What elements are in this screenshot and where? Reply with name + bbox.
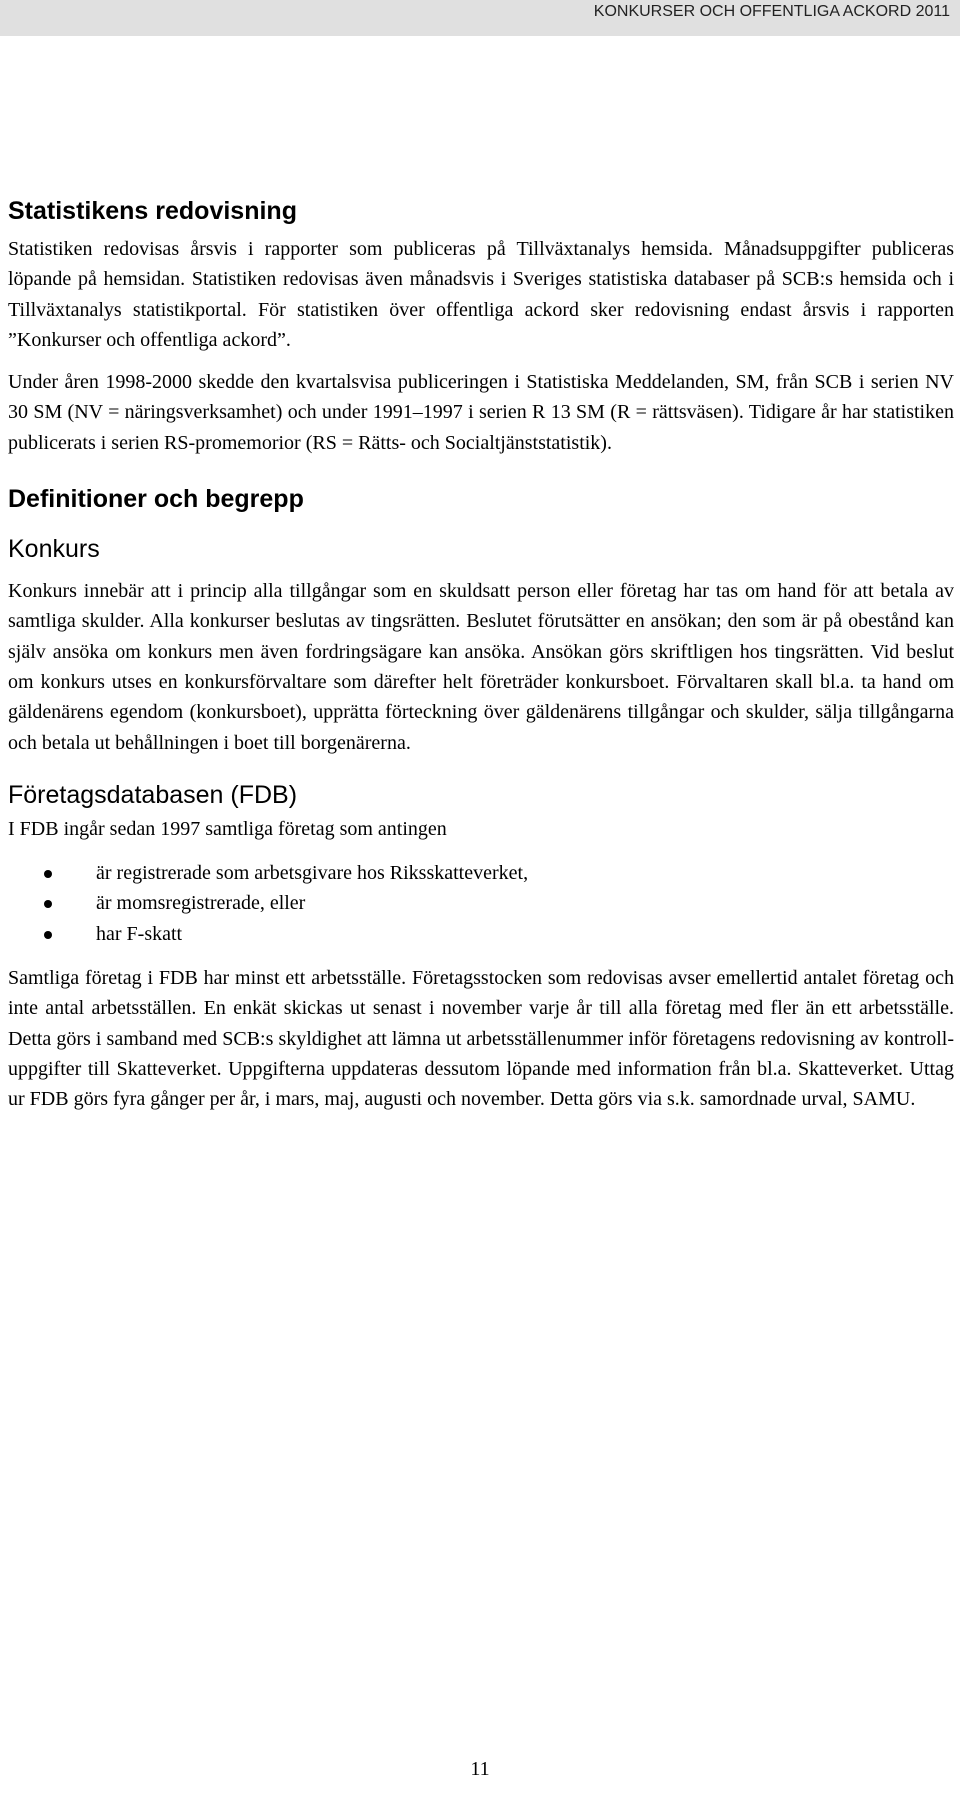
running-header (0, 0, 960, 36)
list-item: är registrerade som arbetsgivare hos Riksskatteverket, (8, 858, 954, 888)
bullet-icon (44, 931, 52, 939)
bullet-icon (44, 870, 52, 878)
page-number: 11 (470, 1758, 490, 1780)
paragraph-fdb-details: Samtliga företag i FDB har minst ett arbetsställe. Företagsstocken som redovisas avser emellertid antalet företag och inte antal arbetsställen. En enkät skickas ut senast i november varje år till alla företag med fler än ett arbetsställe. Detta görs i samband med SCB:s skyldighet att lämna ut arbetsställenummer inför företagens redovisning av kontroll-uppgifter till Skatteverket. Uppgifterna uppdateras dessutom löpande med information från bl.a. Skatteverket. Uttag ur FDB görs fyra gånger per år, i mars, maj, augusti och november. Detta görs via s.k. samordnade urval, SAMU. (8, 967, 954, 1111)
paragraph-fdb-intro: I FDB ingår sedan 1997 samtliga företag som antingen (8, 817, 447, 840)
fdb-criteria-list (8, 858, 954, 949)
paragraph-konkurs: Konkurs innebär att i princip alla tillgångar som en skuldsatt person eller företag har tas om hand för att betala av samtliga skulder. Alla konkurser beslutas av tingsrätten. Beslutet förutsätter en ansökan; den som är på obestånd kan själv ansöka om konkurs men även fordringsägare kan ansöka. Ansökan görs skriftligen hos tingsrätten. Vid beslut om konkurs utses en konkursförvaltare som därefter helt företräder konkursboet. Förvaltaren skall bl.a. ta hand om gäldenärens egendom (konkursboet), upprätta förteckning över gäldenärens tillgångar och skulder, sälja tillgångarna och betala ut behållningen i boet till borgenärerna. (8, 580, 954, 754)
heading-definitioner-och-begrepp: Definitioner och begrepp (8, 485, 304, 514)
paragraph-redovisning-2: Under åren 1998-2000 skedde den kvartalsvisa publiceringen i Statistiska Meddelanden, SM, från SCB i serien NV 30 SM (NV = näringsverksamhet) och under 1991–1997 i serien R 13 SM (R = rättsväsen). Tidigare år har statistiken publicerats i serien RS-promemorior (RS = Rätts- och Socialtjänststatistik). (8, 371, 954, 454)
heading-statistikens-redovisning: Statistikens redovisning (8, 197, 297, 225)
list-item: har F-skatt (8, 919, 954, 949)
subheading-foretagsdatabasen: Företagsdatabasen (FDB) (8, 780, 298, 809)
running-header-title: KONKURSER OCH OFFENTLIGA ACKORD 2011 (593, 3, 950, 20)
subheading-konkurs: Konkurs (8, 535, 100, 564)
paragraph-redovisning-1: Statistiken redovisas årsvis i rapporter som publiceras på Tillväxtanalys hemsida. Månadsuppgifter publiceras löpande på hemsidan. Statistiken redovisas även månadsvis i Sveriges statistiska databaser på SCB:s hemsida och i Tillväxtanalys statistikportal. För statistiken över offentliga ackord sker redovisning endast årsvis i rapporten ”Konkurser och offentliga ackord”. (8, 238, 954, 351)
list-item: är momsregistrerade, eller (8, 888, 954, 918)
document-body (8, 196, 954, 1127)
bullet-icon (44, 900, 52, 908)
